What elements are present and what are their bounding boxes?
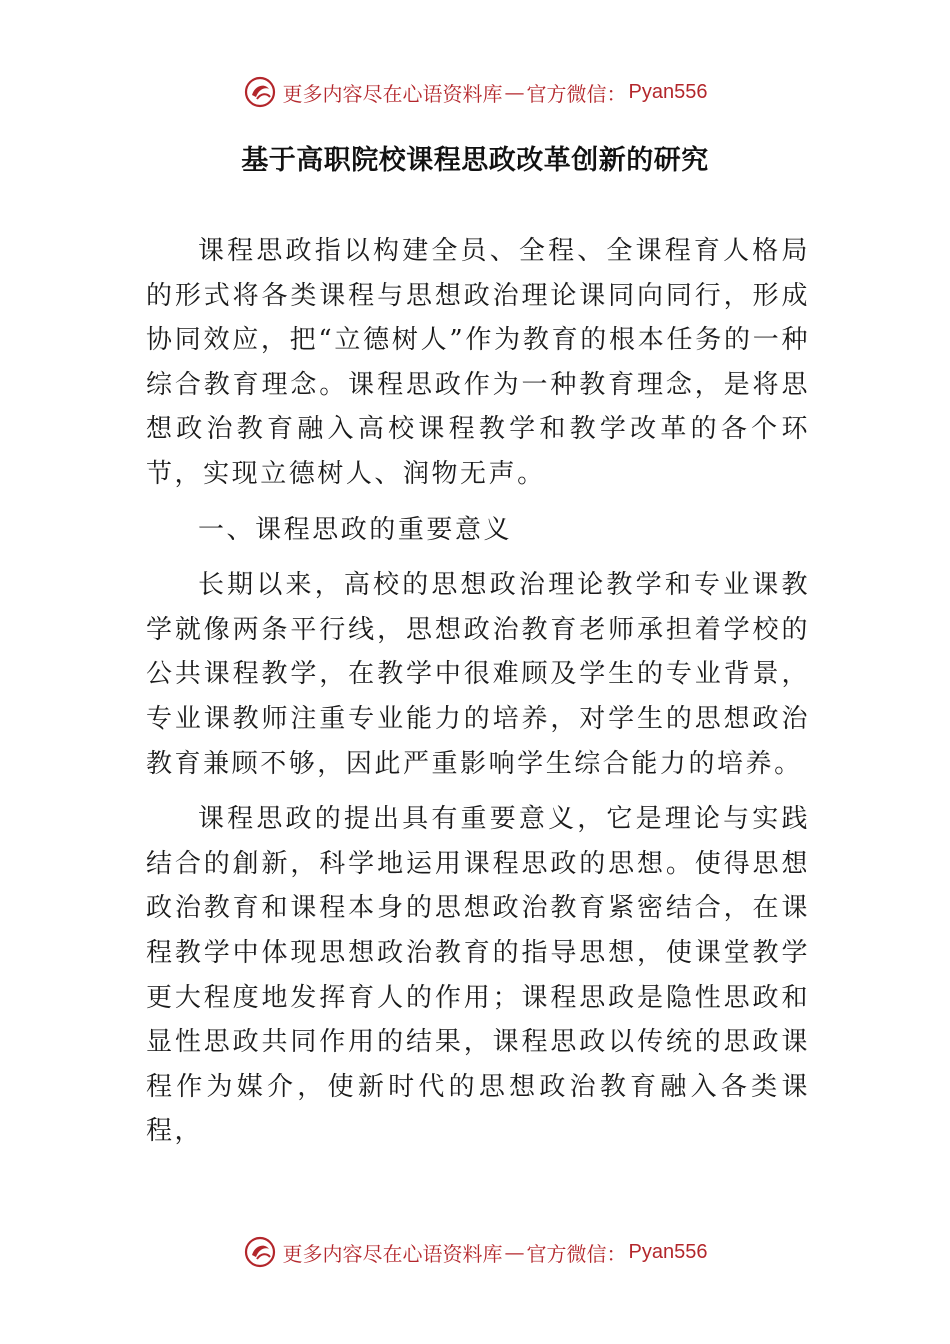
banner-wechat-label: 官方微信： (526, 81, 627, 106)
document-body (146, 229, 810, 1154)
paragraph-background: 长期以来，高校的思想政治理论教学和专业课教学就像两条平行线，思想政治教育老师承担着学校的公共课程教学，在教学中很难顾及学生的专业背景，专业课教师注重专业能力的培养，对学生的思想政治教育兼顾不够，因此严重影响学生综合能力的培养。 (146, 570, 810, 779)
banner-dash: — (504, 1240, 525, 1264)
brand-logo-icon (243, 1235, 277, 1269)
paragraph-intro: 课程思政指以构建全员、全程、全课程育人格局的形式将各类课程与思想政治理论课同向同行，形成协同效应，把“立德树人”作为教育的根本任务的一种综合教育理念。课程思政作为一种教育理念，是将思想政治教育融入高校课程教学和教学改革的各个环节，实现立德树人、润物无声。 (146, 236, 810, 489)
banner-main-text: 更多内容尽在心语资料库 (282, 1241, 503, 1266)
header-banner (0, 72, 950, 112)
footer-banner (0, 1232, 950, 1272)
section-heading: 一、课程思政的重要意义 (198, 514, 513, 545)
banner-dash: — (504, 80, 525, 104)
brand-logo-icon (243, 75, 277, 109)
banner-wechat-id: Pyan556 (628, 1240, 708, 1263)
banner-wechat-id: Pyan556 (628, 80, 708, 103)
banner-wechat-label: 官方微信： (526, 1241, 627, 1266)
paragraph-significance: 课程思政的提出具有重要意义，它是理论与实践结合的創新，科学地运用课程思政的思想。使得思想政治教育和课程本身的思想政治教育紧密结合，在课程教学中体现思想政治教育的指导思想，使课堂教学更大程度地发挥育人的作用；课程思政是隐性思政和显性思政共同作用的结果，课程思政以传统的思政课程作为媒介，使新时代的思想政治教育融入各类课程， (146, 804, 810, 1147)
banner-main-text: 更多内容尽在心语资料库 (282, 81, 503, 106)
document-title: 基于高职院校课程思政改革创新的研究 (241, 145, 709, 176)
